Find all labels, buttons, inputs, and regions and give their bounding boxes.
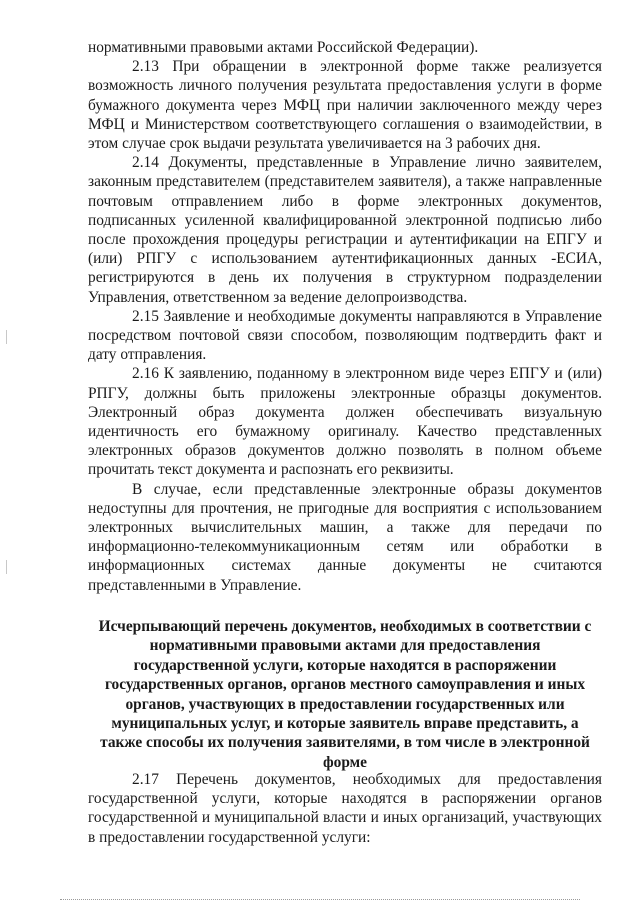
scan-margin-mark <box>6 560 7 574</box>
section-body <box>88 770 602 847</box>
scan-margin-mark <box>6 330 7 344</box>
paragraph-2-15: 2.15 Заявление и необходимые документы направляются в Управление посредством почтовой связи способом, позволяющим подтвердить факт и дату отправления. <box>88 307 602 364</box>
paragraph-2-16: 2.16 К заявлению, поданному в электронном виде через ЕПГУ и (или) РПГУ, должны быть приложены электронные образцы документов. Электронный образ документа должен обеспечивать визуальную идентичность его бумажному оригиналу. Качество представленных электронных образов документов должно позволять в полном объеме прочитать текст документа и распознать его реквизиты. <box>88 365 602 479</box>
paragraph-2-13: 2.13 При обращении в электронной форме также реализуется возможность личного получения результата предоставления услуги в форме бумажного документа через МФЦ при наличии заключенного между через МФЦ и Министерством соответствующего соглашения о взаимодействии, в этом случае срок выдачи результата увеличивается на 3 рабочих дня. <box>88 58 602 153</box>
section-heading: Исчерпывающий перечень документов, необходимых в соответствии с нормативными правовыми актами для предоставления государственной услуги, которые находятся в распоряжении государственных органов, органов местного самоуправления и иных органов, участвующих в предоставлении государственных или муниципальных услуг, и которые заявитель вправе представить, а также способы их получения заявителями, в том числе в электронной форме <box>98 618 592 771</box>
continuation-line: нормативными правовыми актами Российской Федерации). <box>88 39 479 56</box>
scan-bottom-edge <box>60 899 580 901</box>
document-body <box>88 38 602 595</box>
paragraph-2-14: 2.14 Документы, представленные в Управление лично заявителем, законным представителем (представителем заявителя), а также направленные почтовым отправлением либо в форме электронных документов, подписанных усиленной квалифицированной электронной подписью либо после прохождения процедуры регистрации и аутентификации на ЕПГУ и (или) РПГУ с использованием аутентификационных данных -ЕСИА, регистрируются в день их получения в структурном подразделении Управления, ответственном за ведение делопроизводства. <box>88 154 602 306</box>
paragraph-2-17: 2.17 Перечень документов, необходимых для предоставления государственной услуги, которые находятся в распоряжении органов государственной и муниципальной власти и иных организаций, участвующих в предоставлении государственной услуги: <box>88 771 602 846</box>
paragraph-unreadable-images: В случае, если представленные электронные образы документов недоступны для прочтения, не пригодные для восприятия с использованием электронных вычислительных машин, а также для передачи по информационно-телекоммуникационным сетям или обработки в информационных системах данные документы не считаются представленными в Управление. <box>88 480 602 594</box>
